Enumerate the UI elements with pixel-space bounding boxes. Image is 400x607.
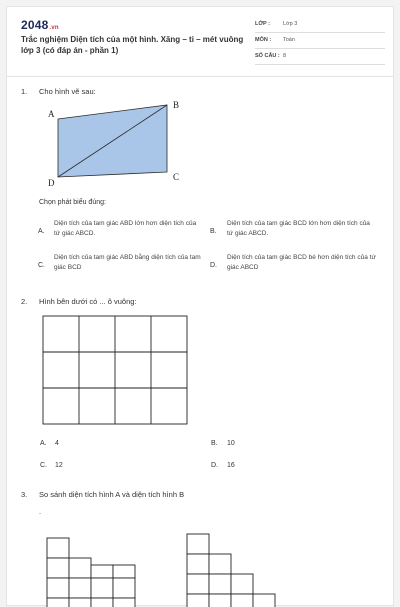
figure-shapes-a-b: [7, 7, 395, 607]
option-text[interactable]: Diện tích của tam giác ABD lớn hơn diện tích của tứ giác ABCD.: [54, 220, 197, 237]
option-text[interactable]: 16: [227, 462, 235, 469]
question-text: So sánh diện tích hình A và diện tích hình B: [39, 490, 185, 499]
meta-label: SỐ CÂU :: [255, 53, 280, 59]
question-text: Hình bên dưới có ... ô vuông:: [39, 297, 137, 306]
option-text[interactable]: Diện tích của tam giác BCD lớn hơn diện tích của tứ giác ABCD.: [227, 220, 370, 237]
logo-main: 2048: [21, 18, 49, 32]
question-number: 3.: [21, 490, 28, 499]
logo-suffix: .vn: [49, 25, 59, 31]
option-letter[interactable]: D.: [211, 462, 218, 469]
option-text[interactable]: 4: [55, 440, 59, 447]
point-label-d: D: [48, 178, 55, 188]
point-label-a: A: [48, 109, 55, 119]
option-letter[interactable]: A.: [38, 228, 45, 235]
meta-value: Toán: [283, 37, 295, 43]
question-number: 2.: [21, 297, 28, 306]
option-letter[interactable]: B.: [211, 440, 218, 447]
option-letter[interactable]: B.: [210, 228, 217, 235]
meta-label: LỚP :: [255, 21, 270, 27]
option-letter[interactable]: C.: [40, 462, 47, 469]
question-number: 1.: [21, 87, 28, 96]
point-label-c: C: [173, 172, 180, 182]
meta-label: MÔN :: [255, 37, 272, 43]
option-letter[interactable]: C.: [38, 262, 45, 269]
option-letter[interactable]: A.: [40, 440, 47, 447]
stray-mark: .: [39, 507, 42, 516]
option-text[interactable]: Diện tích của tam giác ABD bằng diện tích của tam giác BCD: [54, 254, 201, 271]
option-letter[interactable]: D.: [210, 262, 217, 269]
point-label-b: B: [173, 100, 180, 110]
worksheet: [6, 6, 394, 606]
option-text[interactable]: Diện tích của tam giác BCD bé hơn diện tích của tứ giác ABCD: [227, 254, 376, 271]
option-text[interactable]: 12: [55, 462, 63, 469]
meta-value: Lớp 3: [283, 21, 298, 27]
option-text[interactable]: 10: [227, 440, 235, 447]
meta-value: 8: [283, 53, 287, 59]
question-text: Cho hình vẽ sau:: [39, 87, 96, 96]
question-prompt: Chọn phát biểu đúng:: [39, 199, 106, 206]
page-title: Trắc nghiệm Diện tích của một hình. Xăng – ti – mét vuông lớp 3 (có đáp án - phần 1): [21, 35, 244, 55]
shape-b: [187, 534, 275, 607]
shape-a: [47, 538, 135, 607]
